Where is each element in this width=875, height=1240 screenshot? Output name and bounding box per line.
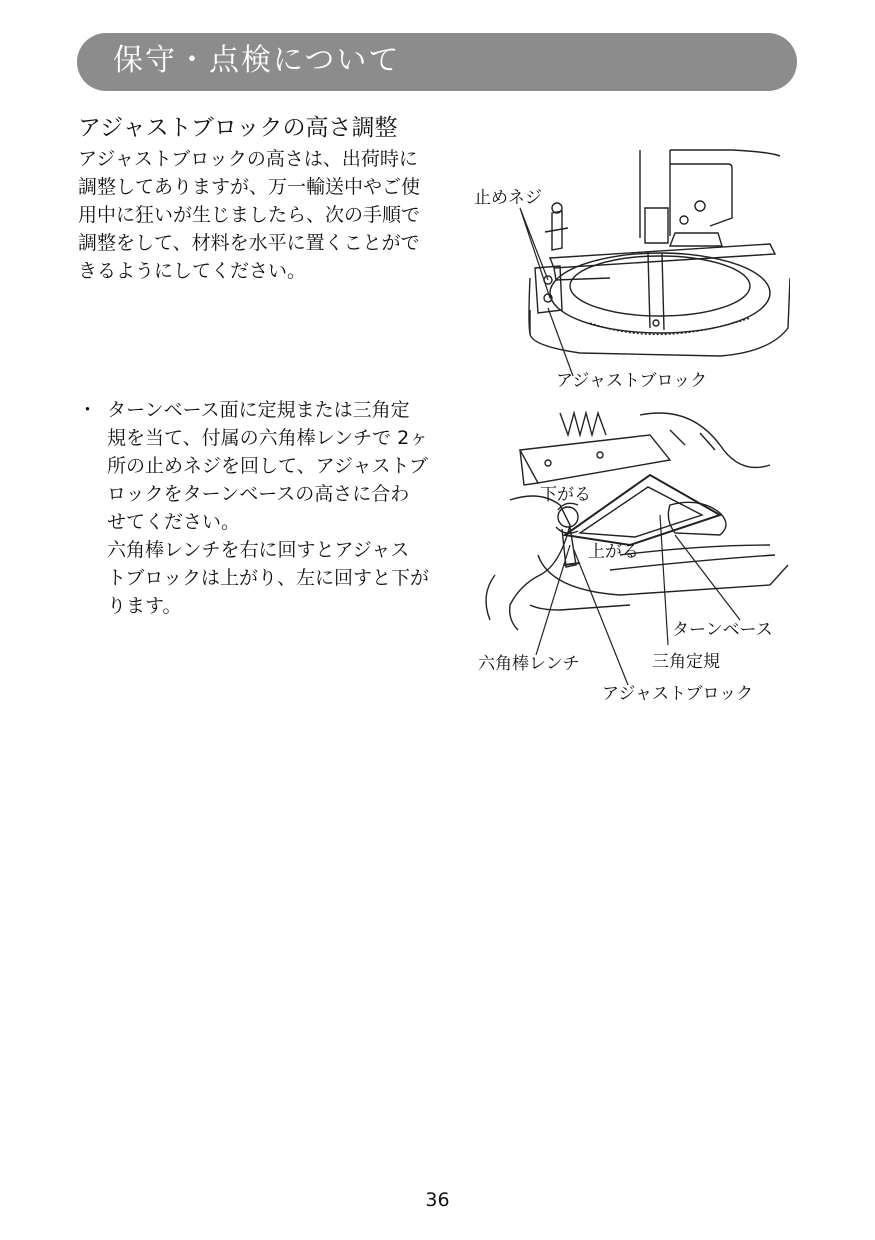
intro-paragraph — [78, 145, 470, 285]
figure-adjust-procedure — [470, 405, 790, 710]
intro-line: きるようにしてください。 — [78, 260, 307, 282]
bullet-marker: ・ — [78, 399, 98, 421]
label-adjust-block: アジャストブロック — [556, 371, 708, 391]
figure-saw-base — [470, 148, 790, 398]
section-title: アジャストブロックの高さ調整 — [78, 115, 398, 141]
label-adjust-block: アジャストブロック — [602, 684, 754, 704]
step-line: 六角棒レンチを右に回すとアジャス — [107, 539, 410, 561]
intro-line: 調整してありますが、万一輸送中やご使 — [78, 176, 421, 198]
intro-line: 調整をして、材料を水平に置くことがで — [78, 232, 420, 254]
header-bar — [77, 33, 797, 91]
label-set-screws: 止めネジ — [474, 188, 542, 208]
label-down: 下がる — [540, 485, 591, 505]
intro-line: 用中に狂いが生じましたら、次の手順で — [78, 204, 421, 226]
step-item — [78, 396, 470, 620]
label-triangle-square: 三角定規 — [652, 652, 720, 672]
step-line: ターンベース面に定規または三角定 — [107, 399, 410, 421]
step-text — [107, 396, 470, 620]
label-turnbase: ターンベース — [672, 620, 773, 640]
step-line: せてください。 — [107, 511, 241, 533]
label-hex-wrench: 六角棒レンチ — [478, 654, 580, 674]
step-line: ロックをターンベースの高さに合わ — [107, 483, 410, 505]
step-line: トブロックは上がり、左に回すと下が — [107, 567, 430, 589]
step-line: 規を当て、付属の六角棒レンチで 2ヶ — [107, 427, 429, 449]
page-number: 36 — [425, 1189, 450, 1211]
intro-line: アジャストブロックの高さは、出荷時に — [78, 148, 418, 170]
label-up: 上がる — [588, 542, 639, 562]
step-line: 所の止めネジを回して、アジャストブ — [107, 455, 428, 477]
header-title: 保守・点検について — [113, 43, 401, 78]
step-line: ります。 — [107, 595, 182, 617]
